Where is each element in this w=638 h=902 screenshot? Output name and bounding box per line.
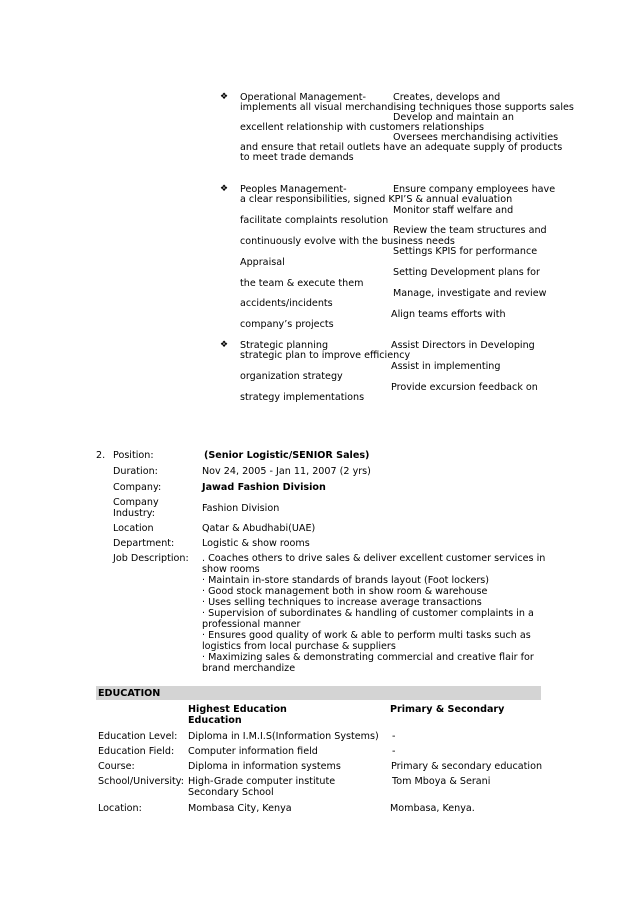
school-label: School/University:	[98, 776, 185, 787]
education-header-bar	[96, 686, 541, 700]
responsibility-line: and ensure that retail outlets have an adequate supply of products	[240, 142, 563, 153]
responsibility-line: Assist in implementing	[391, 361, 501, 372]
job-description-line: · Maximizing sales & demonstrating commercial and creative flair for	[202, 652, 534, 663]
company-value: Jawad Fashion Division	[202, 482, 326, 493]
course-value-2: Primary & secondary education	[391, 761, 543, 772]
responsibility-line: Oversees merchandising activities	[393, 132, 559, 143]
department-label: Department:	[113, 538, 175, 549]
responsibility-line: to meet trade demands	[240, 152, 354, 163]
company-industry-value: Fashion Division	[202, 503, 280, 514]
department-value: Logistic & show rooms	[202, 538, 310, 549]
responsibility-title: Strategic planning	[240, 340, 329, 351]
job-description-line: · Good stock management both in show room & warehouse	[202, 586, 488, 597]
responsibility-title: Operational Management-	[240, 92, 366, 103]
responsibility-line: Settings KPIS for performance	[393, 246, 538, 257]
education-title: EDUCATION	[98, 688, 161, 699]
job-description-line: professional manner	[202, 619, 301, 630]
responsibility-line: Setting Development plans for	[393, 267, 540, 278]
school-value-line-2: Secondary School	[188, 787, 274, 798]
responsibility-line: Develop and maintain an	[393, 112, 515, 123]
education-level-value: Diploma in I.M.I.S(Information Systems)	[188, 731, 379, 742]
responsibility-line: company’s projects	[240, 319, 334, 330]
responsibility-line: Appraisal	[240, 257, 285, 268]
position-number: 2.	[96, 450, 106, 461]
primary-secondary-header: Primary & Secondary	[390, 704, 505, 715]
responsibility-title: Peoples Management-	[240, 184, 347, 195]
course-value: Diploma in information systems	[188, 761, 341, 772]
responsibility-line: strategy implementations	[240, 392, 365, 403]
responsibility-line: Align teams efforts with	[391, 309, 506, 320]
responsibility-line: Provide excursion feedback on	[391, 382, 538, 393]
responsibility-line: a clear responsibilities, signed KPI’S & annual evaluation	[240, 194, 513, 205]
job-description-line: brand merchandize	[202, 663, 296, 674]
education-location-value-2: Mombasa, Kenya.	[390, 803, 475, 814]
education-level-label: Education Level:	[98, 731, 178, 742]
education-level-value-2: -	[392, 731, 396, 742]
position-label: Position:	[113, 450, 154, 461]
job-description-line: · Maintain in-store standards of brands layout (Foot lockers)	[202, 575, 490, 586]
job-description-label: Job Description:	[113, 553, 189, 564]
job-description-line: · Uses selling techniques to increase average transactions	[202, 597, 482, 608]
highest-education-header-2: Education	[188, 715, 242, 726]
diamond-bullet-icon: ❖	[220, 340, 229, 350]
job-description-line: · Supervision of subordinates & handling of customer complaints in a	[202, 608, 534, 619]
diamond-bullet-icon: ❖	[220, 184, 229, 194]
course-label: Course:	[98, 761, 135, 772]
location-label: Location	[113, 523, 154, 534]
responsibility-line: continuously evolve with the business needs	[240, 236, 455, 247]
responsibility-line: the team & execute them	[240, 278, 364, 289]
job-description-line: · Ensures good quality of work & able to perform multi tasks such as	[202, 630, 531, 641]
responsibility-line: excellent relationship with customers relationships	[240, 122, 485, 133]
school-value: High-Grade computer institute	[188, 776, 336, 787]
education-location-value: Mombasa City, Kenya	[188, 803, 292, 814]
duration-value: Nov 24, 2005 - Jan 11, 2007 (2 yrs)	[202, 466, 371, 477]
education-field-value-2: -	[392, 746, 396, 757]
responsibility-line: strategic plan to improve efficiency	[240, 350, 411, 361]
highest-education-header: Highest Education	[188, 704, 287, 715]
position-value: (Senior Logistic/SENIOR Sales)	[204, 450, 370, 461]
diamond-bullet-icon: ❖	[220, 92, 229, 102]
job-description-line: . Coaches others to drive sales & deliver excellent customer services in	[202, 553, 546, 564]
responsibility-line: facilitate complaints resolution	[240, 215, 389, 226]
responsibility-line: Monitor staff welfare and	[393, 205, 514, 216]
responsibility-line: implements all visual merchandising techniques those supports sales	[240, 102, 574, 113]
duration-label: Duration:	[113, 466, 158, 477]
company-industry-label-2: Industry:	[113, 508, 155, 519]
education-field-label: Education Field:	[98, 746, 175, 757]
school-value-2: Tom Mboya & Serani	[392, 776, 491, 787]
responsibility-line: accidents/incidents	[240, 298, 333, 309]
job-description-line: show rooms	[202, 564, 260, 575]
responsibility-line: Assist Directors in Developing	[391, 340, 535, 351]
responsibility-line: Manage, investigate and review	[393, 288, 547, 299]
company-label: Company:	[113, 482, 162, 493]
responsibility-line: Review the team structures and	[393, 225, 547, 236]
company-industry-label: Company	[113, 497, 159, 508]
education-location-label: Location:	[98, 803, 142, 814]
job-description-line: logistics from local purchase & suppliers	[202, 641, 396, 652]
location-value: Qatar & Abudhabi(UAE)	[202, 523, 316, 534]
responsibility-line: Creates, develops and	[393, 92, 501, 103]
responsibility-line: organization strategy	[240, 371, 343, 382]
responsibility-line: Ensure company employees have	[393, 184, 556, 195]
education-field-value: Computer information field	[188, 746, 318, 757]
